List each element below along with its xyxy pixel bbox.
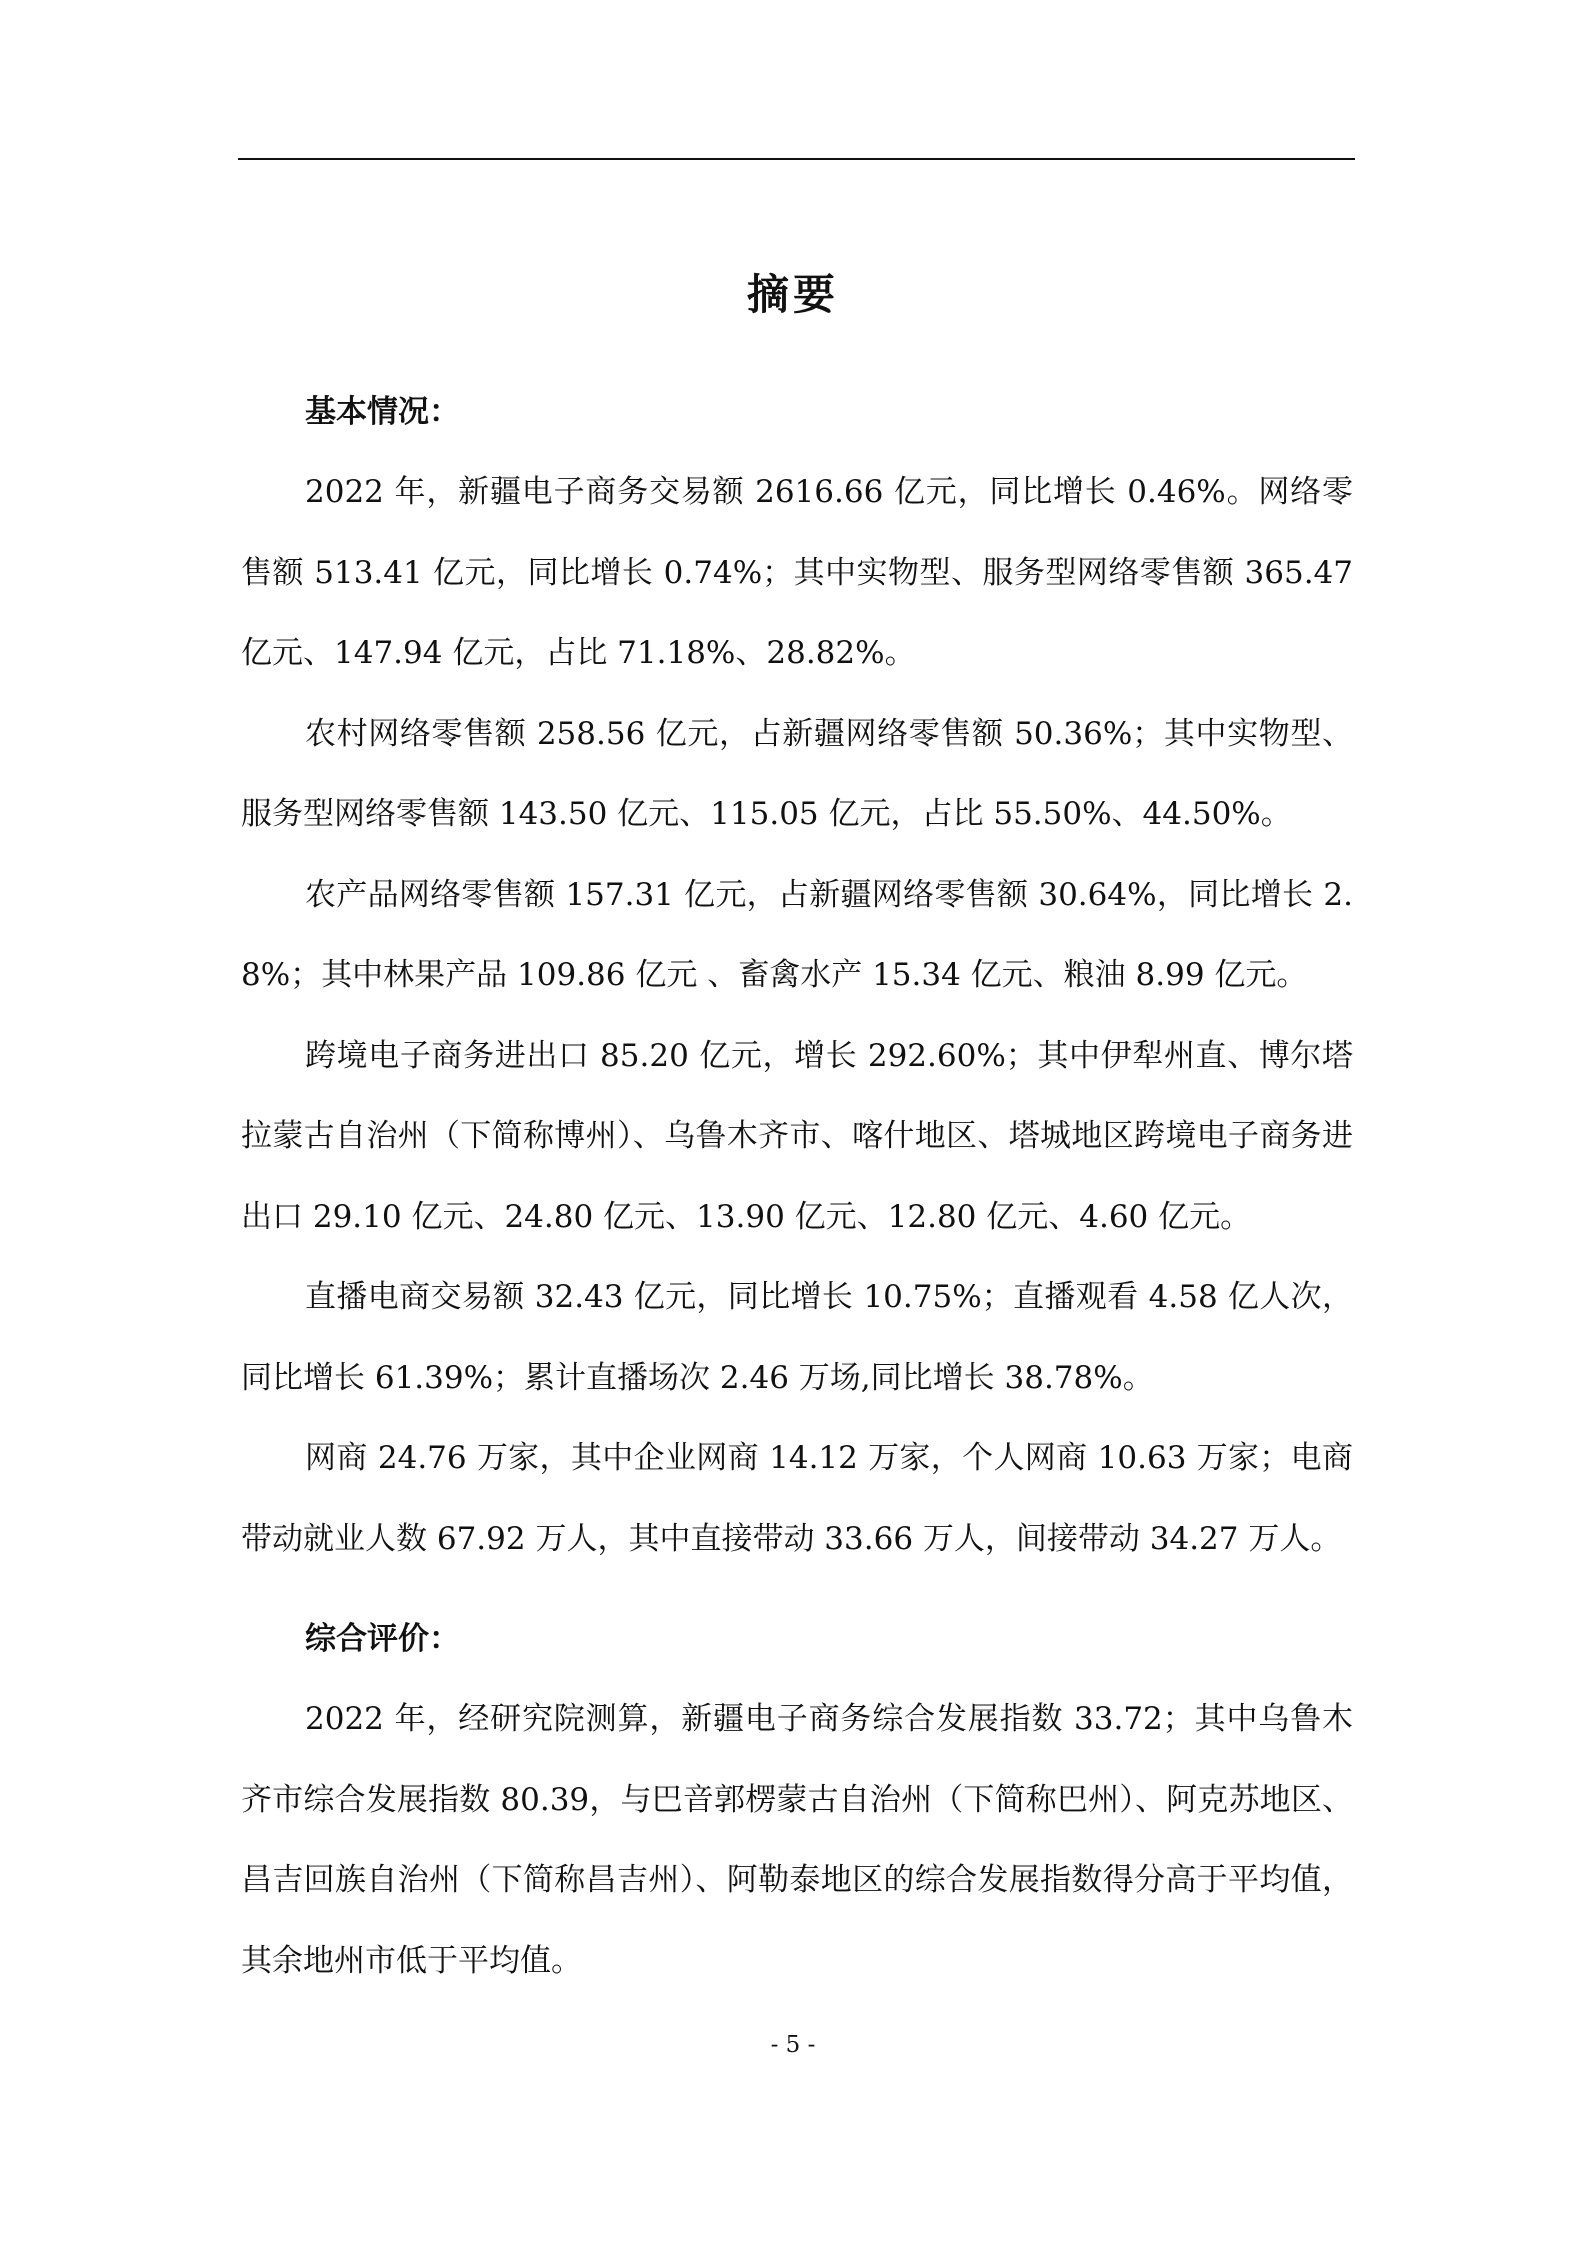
page-title: 摘要 <box>746 270 839 319</box>
page-number: - 5 - <box>770 2032 816 2058</box>
section-heading: 基本情况： <box>305 394 460 430</box>
document-body <box>241 372 1353 2001</box>
paragraph-cross-border: 跨境电子商务进出口 85.20 亿元，增长 292.60%；其中伊犁州直、博尔塔拉蒙古自治州（下简称博州）、乌鲁木齐市、喀什地区、塔城地区跨境电子商务进出口 29.10 亿元、24.80 亿元、13.90 亿元、12.80 亿元、4.60 亿元。 <box>241 1037 1353 1235</box>
paragraph-ecommerce-volume: 2022 年，新疆电子商务交易额 2616.66 亿元，同比增长 0.46%。网络零售额 513.41 亿元，同比增长 0.74%；其中实物型、服务型网络零售额 365.47 亿元、147.94 亿元，占比 71.18%、28.82%。 <box>241 474 1353 671</box>
paragraph-development-index: 2022 年，经研究院测算，新疆电子商务综合发展指数 33.72；其中乌鲁木齐市综合发展指数 80.39，与巴音郭楞蒙古自治州（下简称巴州）、阿克苏地区、昌吉回族自治州（下简称昌吉州）、阿勒泰地区的综合发展指数得分高于平均值，其余地州市低于平均值。 <box>241 1701 1353 1979</box>
section-basic-situation <box>241 372 1353 1579</box>
section-gap <box>241 1579 1353 1599</box>
section-overall-evaluation <box>241 1599 1353 2001</box>
section-heading: 综合评价： <box>305 1621 460 1657</box>
paragraph-agricultural-products: 农产品网络零售额 157.31 亿元，占新疆网络零售额 30.64%，同比增长 2.8%；其中林果产品 109.86 亿元 、畜禽水产 15.34 亿元、粮油 8.99 亿元。 <box>241 876 1353 993</box>
header-rule <box>238 158 1355 160</box>
paragraph-livestream: 直播电商交易额 32.43 亿元，同比增长 10.75%；直播观看 4.58 亿人次，同比增长 61.39%；累计直播场次 2.46 万场,同比增长 38.78%。 <box>241 1279 1353 1396</box>
paragraph-rural-retail: 农村网络零售额 258.56 亿元，占新疆网络零售额 50.36%；其中实物型、服务型网络零售额 143.50 亿元、115.05 亿元，占比 55.50%、44.50%。 <box>241 715 1353 832</box>
paragraph-merchants-employment: 网商 24.76 万家，其中企业网商 14.12 万家，个人网商 10.63 万家；电商带动就业人数 67.92 万人，其中直接带动 33.66 万人，间接带动 34.27 万人。 <box>241 1440 1353 1557</box>
